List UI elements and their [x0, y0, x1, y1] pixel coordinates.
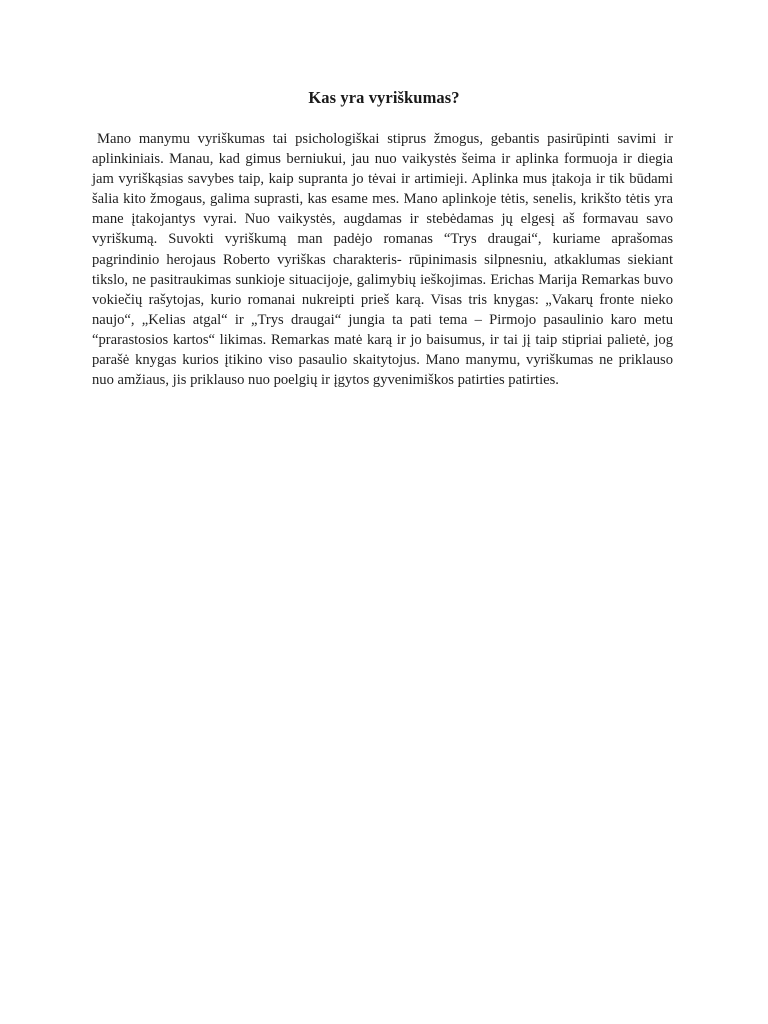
document-body-paragraph: Mano manymu vyriškumas tai psichologiškai stiprus žmogus, gebantis pasirūpinti savimi ir aplinkiniais. Manau, kad gimus berniukui, jau nuo vaikystės šeima ir aplinka formuoja ir diegia jam vyriškąsias savybes taip, kaip supranta jo tėvai ir artimieji. Aplinka mus įtakoja ir tik būdami šalia kito žmogaus, galima suprasti, kas esame mes. Mano aplinkoje tėtis, senelis, krikšto tėtis yra mane įtakojantys vyrai. Nuo vaikystės, augdamas ir stebėdamas jų elgesį aš formavau savo vyriškumą. Suvokti vyriškumą man padėjo romanas “Trys draugai“, kuriame aprašomas pagrindinio herojaus Roberto vyriškas charakteris- rūpinimasis silpnesniu, atkaklumas siekiant tikslo, ne pasitraukimas sunkioje situacijoje, galimybių ieškojimas. Erichas Marija Remarkas buvo vokiečių rašytojas, kurio romanai nukreipti prieš karą. Visas tris knygas: „Vakarų fronte nieko naujo“, „Kelias atgal“ ir „Trys draugai“ jungia ta pati tema – Pirmojo pasaulinio karo metu “prarastosios kartos“ likimas. Remarkas matė karą ir jo baisumus, ir tai jį taip stipriai palietė, jog parašė knygas kurios įtikino viso pasaulio skaitytojus. Mano manymu, vyriškumas ne priklauso nuo amžiaus, jis priklauso nuo poelgių ir įgytos gyvenimiškos patirties patirties. [92, 131, 673, 389]
document-title: Kas yra vyriškumas? [308, 88, 460, 107]
